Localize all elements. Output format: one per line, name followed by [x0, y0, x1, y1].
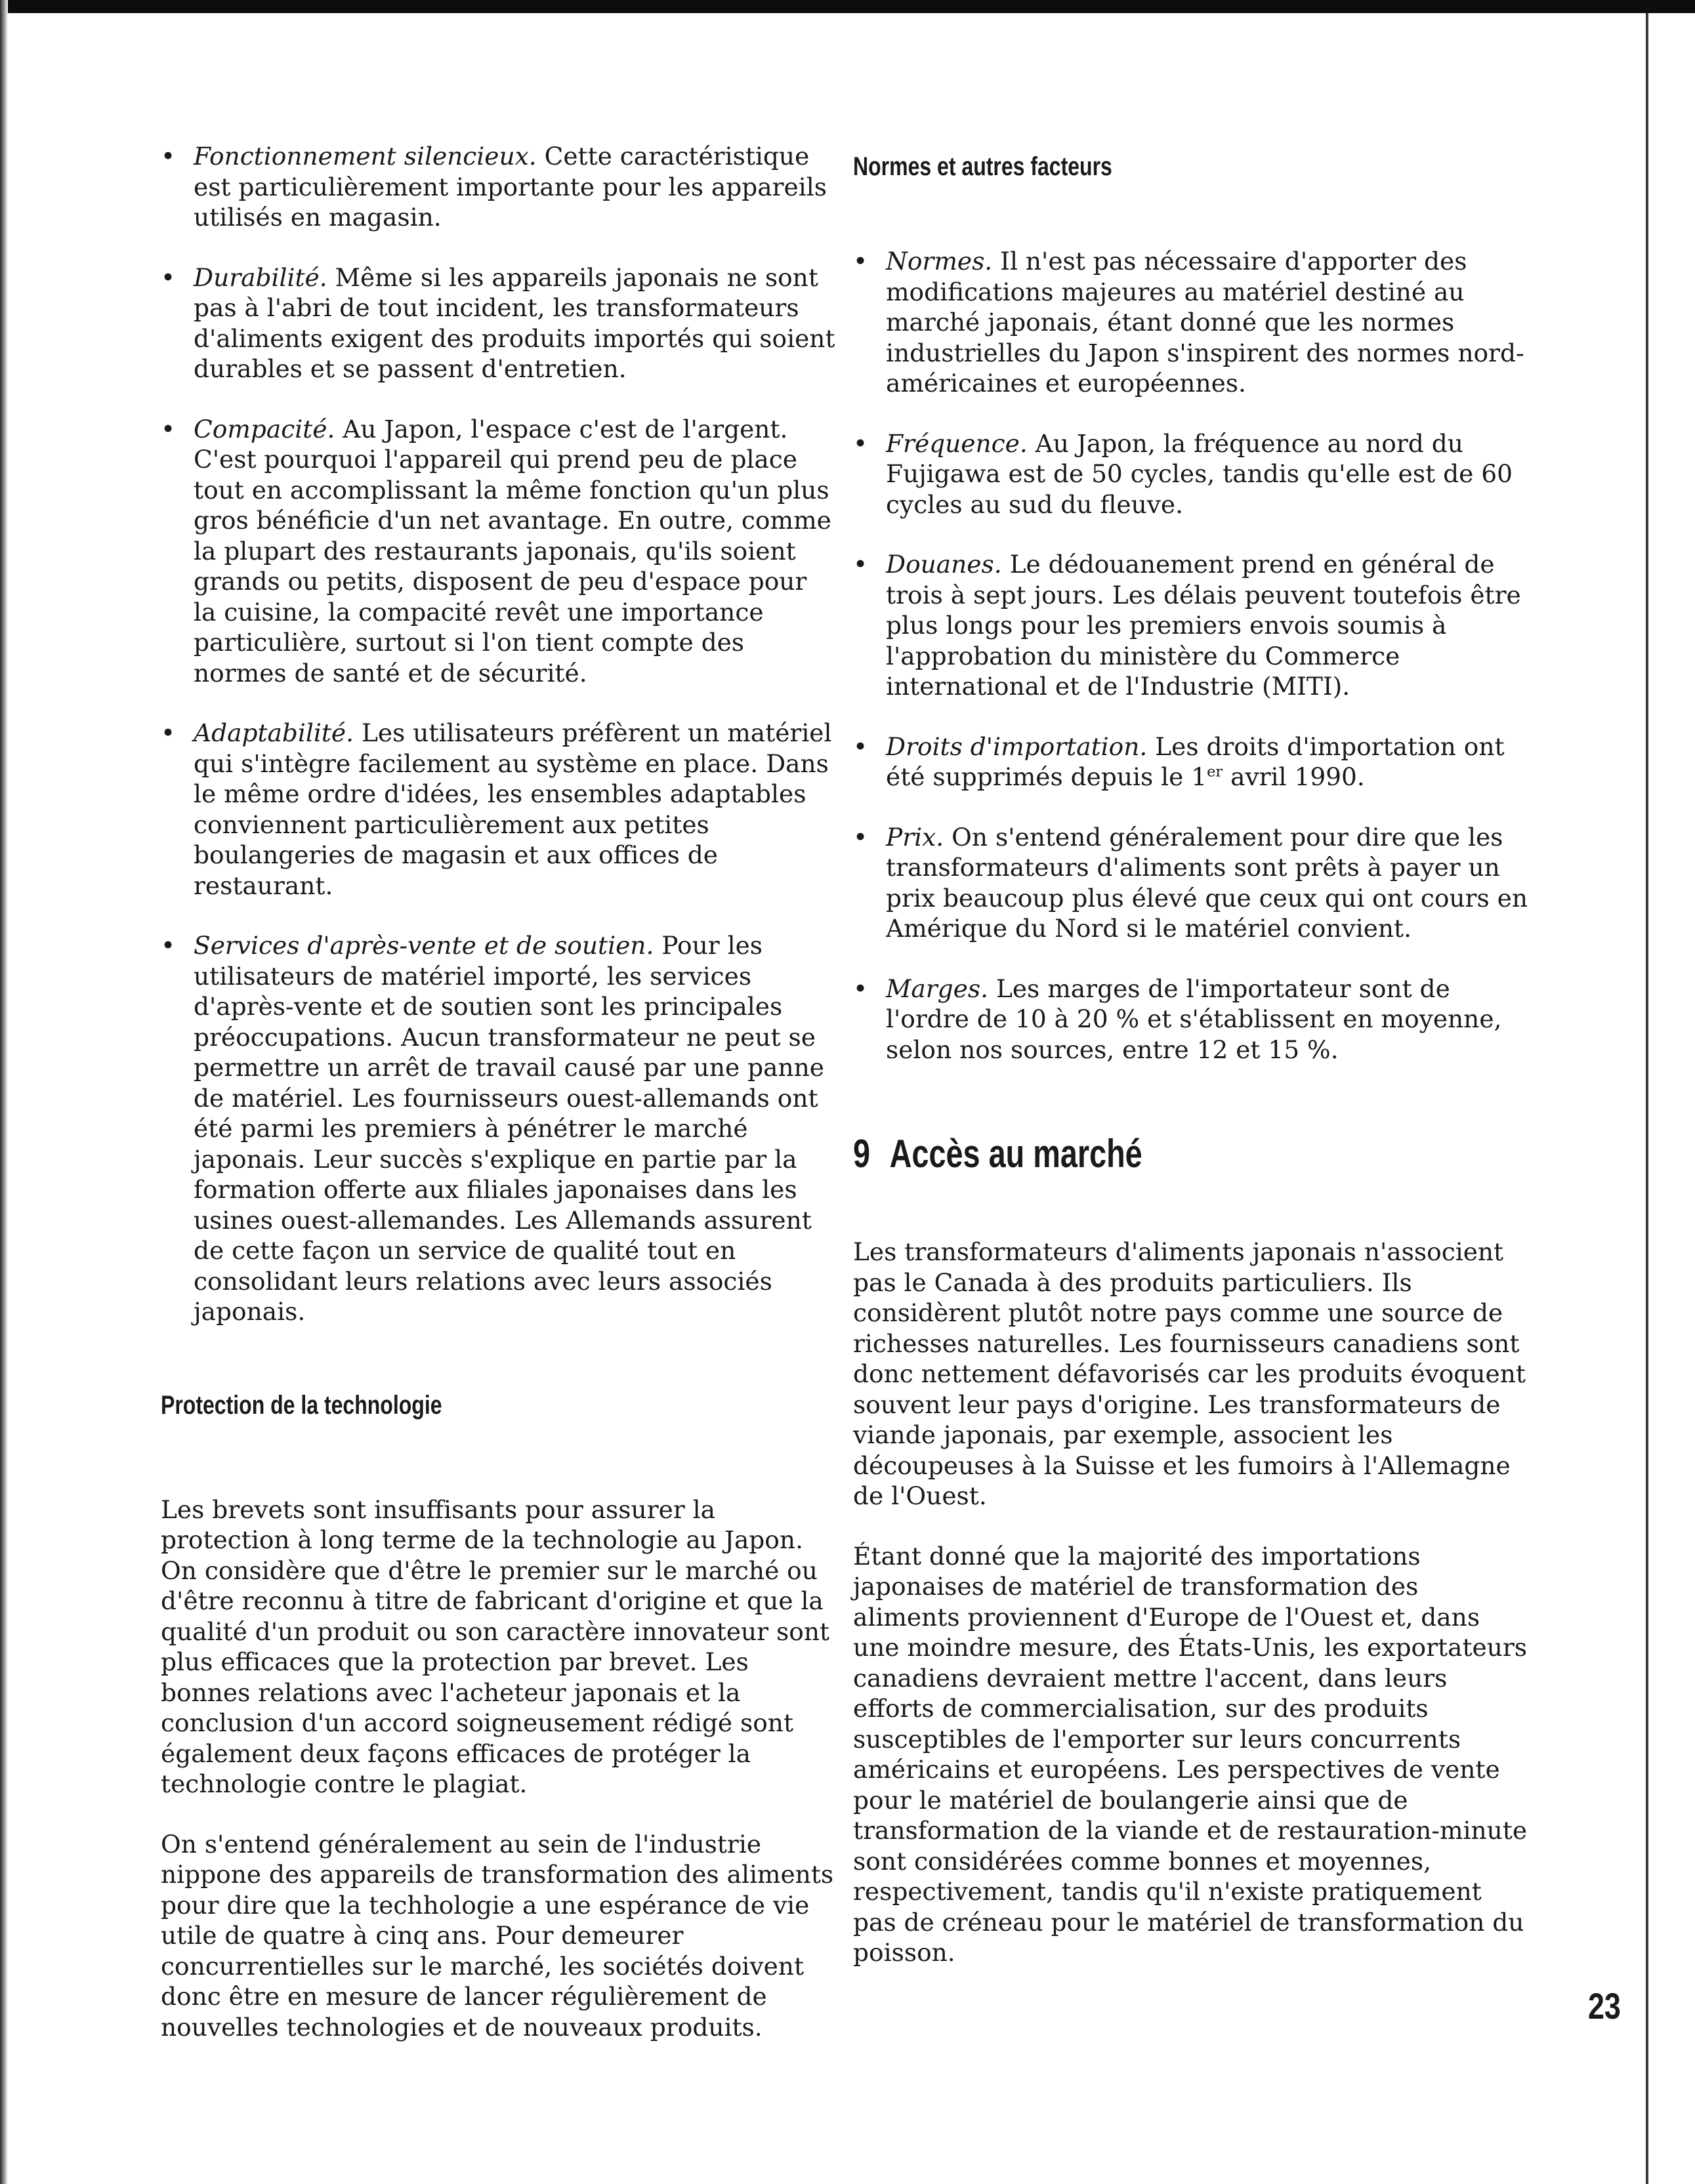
bullet-icon: • — [161, 262, 176, 292]
section-number: 9 — [853, 1132, 871, 1176]
list-item — [161, 718, 837, 901]
bullet-icon: • — [853, 550, 868, 579]
bullet-icon: • — [853, 731, 868, 761]
bullet-text: Cette caractéristique est particulièrement importante pour les appareils utilisés en magasin. — [194, 142, 827, 232]
section-title-text: Accès au marché — [889, 1132, 1142, 1176]
bullet-icon: • — [853, 247, 868, 276]
bullet-text: Au Japon, l'espace c'est de l'argent. C'est pourquoi l'appareil qui prend peu de place tout en accomplissant la même fonction qu'un plus gros bénéficie d'un net avantage. En outre, comme la plupart des restaurants japonais, qu'ils soient grands ou petits, disposent de peu d'espace pour la cuisine, la compacité revêt une importance particulière, surtout si l'on tient compte des normes de santé et de sécurité. — [194, 414, 831, 688]
scan-right-edge — [1646, 13, 1648, 2184]
bullet-text: On s'entend généralement pour dire que les transformateurs d'aliments sont prêts à payer un prix beaucoup plus élevé que ceux qui ont cours en Amérique du Nord si le matériel convient. — [886, 822, 1528, 943]
page-number: 23 — [1588, 1985, 1621, 2027]
body-paragraph: On s'entend généralement au sein de l'industrie nippone des appareils de transformation des aliments pour dire que la techhologie a une espérance de vie utile de quatre à cinq ans. Pour demeurer concurrentielles sur le marché, les sociétés doivent donc être en mesure de lancer régulièrement de nouvelles technologies et de nouveaux produits. — [161, 1829, 834, 2042]
section-title-market-access — [853, 1130, 1380, 1178]
bullet-lead: Adaptabilité. — [194, 718, 354, 747]
list-item — [853, 731, 1529, 793]
scan-left-binding-edge — [0, 0, 8, 2184]
list-item — [853, 549, 1529, 702]
bullet-text: Les marges de l'importateur sont de l'ordre de 10 à 20 % et s'établissent en moyenne, selon nos sources, entre 12 et 15 %. — [886, 974, 1502, 1064]
bullet-icon: • — [853, 974, 868, 1003]
bullet-text: Il n'est pas nécessaire d'apporter des modifications majeures au matériel destiné au marché japonais, étant donné que les normes industrielles du Japon s'inspirent des normes nord-américaines et européennes. — [886, 247, 1524, 398]
bullet-lead: Droits d'importation. — [886, 731, 1148, 761]
bullet-lead: Fréquence. — [886, 428, 1028, 458]
bullet-lead: Services d'après-vente et de soutien. — [194, 931, 654, 960]
bullet-text: Le dédouanement prend en général de trois à sept jours. Les délais peuvent toutefois être plus longs pour les premiers envois soumis à l'approbation du ministère du Commerce international et de l'Industrie (MITI). — [886, 550, 1521, 701]
body-paragraph: Les transformateurs d'aliments japonais n'associent pas le Canada à des produits particuliers. Ils considèrent plutôt notre pays comme une source de richesses naturelles. Les fournisseurs canadiens sont donc nettement défavorisés car les produits évoquent souvent leur pays d'origine. Les transformateurs de viande japonais, par exemple, associent les découpeuses à la Suisse et les fumoirs à l'Allemagne de l'Ouest. — [853, 1237, 1526, 1510]
bullet-icon: • — [161, 142, 176, 171]
bullet-lead: Fonctionnement silencieux. — [194, 142, 537, 171]
list-item — [161, 414, 837, 689]
bullet-icon: • — [161, 414, 176, 443]
list-item — [853, 246, 1529, 399]
list-item — [853, 822, 1529, 944]
bullet-lead: Normes. — [886, 247, 993, 276]
section-heading-technology: Protection de la technologie — [161, 1390, 442, 1420]
bullet-lead: Durabilité. — [194, 262, 327, 292]
body-paragraph: Les brevets sont insuffisants pour assurer la protection à long terme de la technologie au Japon. On considère que d'être le premier sur le marché ou d'être reconnu à titre de fabricant d'origine et que la qualité d'un produit ou son caractère innovateur sont plus efficaces que la protection par brevet. Les bonnes relations avec l'acheteur japonais et la conclusion d'un accord soigneusement rédigé sont également deux façons efficaces de protéger la technologie contre le plagiat. — [161, 1494, 830, 1798]
bullet-icon: • — [161, 718, 176, 747]
bullet-text: Les utilisateurs préfèrent un matériel qui s'intègre facilement au système en place. Dans le même ordre d'idées, les ensembles adaptables conviennent particulièrement aux petites boulangeries de magasin et aux offices de restaurant. — [194, 718, 832, 900]
bullet-text: Pour les utilisateurs de matériel importé, les services d'après-vente et de soutien sont les principales préoccupations. Aucun transformateur ne peut se permettre un arrêt de travail causé par une panne de matériel. Les fournisseurs ouest-allemands ont été parmi les premiers à pénétrer le marché japonais. Leur succès s'explique en partie par la formation offerte aux filiales japonaises dans les usines ouest-allemandes. Les Allemands assurent de cette façon un service de qualité tout en consolidant leurs relations avec leurs associés japonais. — [194, 931, 824, 1326]
bullet-text: avril 1990. — [1223, 762, 1365, 791]
bullet-text: Les droits d'importation ont été supprimés depuis le 1 — [886, 731, 1505, 791]
section-heading-standards: Normes et autres facteurs — [853, 152, 1112, 181]
list-item — [853, 428, 1529, 520]
left-column — [161, 141, 837, 2042]
body-paragraph: Étant donné que la majorité des importations japonaises de matériel de transformation des aliments proviennent d'Europe de l'Ouest et, dans une moindre mesure, des États-Unis, les exportateurs canadiens devraient mettre l'accent, dans leurs efforts de commercialisation, sur des produits susceptibles de l'emporter sur leurs concurrents américains et européens. Les perspectives de vente pour le matériel de boulangerie ainsi que de transformation de la viande et de restauration-minute sont considérées comme bonnes et moyennes, respectivement, tandis qu'il n'existe pratiquement pas de créneau pour le matériel de transformation du poisson. — [853, 1541, 1528, 1967]
list-item — [161, 141, 837, 233]
bullet-icon: • — [853, 822, 868, 852]
scan-top-border — [0, 0, 1695, 13]
bullet-icon: • — [853, 428, 868, 458]
bullet-lead: Marges. — [886, 974, 989, 1003]
list-item — [853, 974, 1529, 1065]
bullet-icon: • — [161, 931, 176, 960]
bullet-lead: Prix. — [886, 822, 944, 852]
bullet-text: Même si les appareils japonais ne sont pas à l'abri de tout incident, les transformateurs d'aliments exigent des produits importés qui soient durables et se passent d'entretien. — [194, 262, 835, 383]
bullet-text: Au Japon, la fréquence au nord du Fujigawa est de 50 cycles, tandis qu'elle est de 60 cycles au sud du fleuve. — [886, 428, 1513, 519]
list-item — [161, 262, 837, 384]
list-item — [161, 930, 837, 1327]
right-column — [853, 141, 1529, 1968]
superscript: er — [1207, 763, 1223, 781]
bullet-lead: Douanes. — [886, 550, 1002, 579]
bullet-lead: Compacité. — [194, 414, 335, 443]
